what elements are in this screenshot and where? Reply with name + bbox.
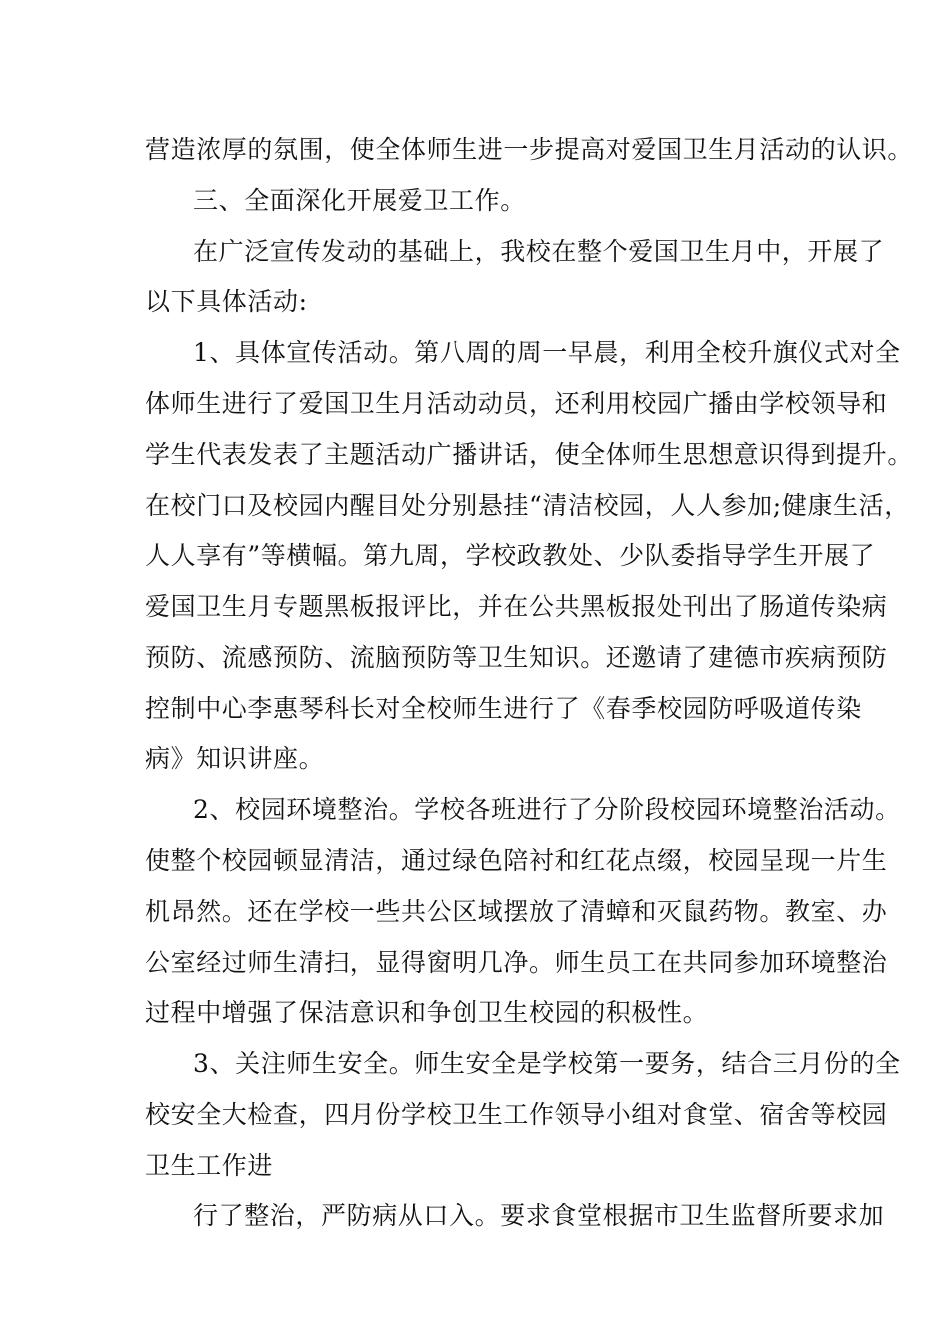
text-line: 使整个校园顿显清洁，通过绿色陪衬和红花点缀，校园呈现一片生 [145, 846, 888, 875]
text-line: 预防、流感预防、流脑预防等卫生知识。还邀请了建德市疾病预防 [145, 643, 888, 672]
text-line: 在广泛宣传发动的基础上，我校在整个爱国卫生月中，开展了 [193, 237, 885, 266]
text-line: 3、关注师生安全。师生安全是学校第一要务，结合三月份的全 [193, 1049, 901, 1078]
text-line: 校安全大检查，四月份学校卫生工作领导小组对食堂、宿舍等校园 [145, 1100, 888, 1129]
text-line: 行了整治，严防病从口入。要求食堂根据市卫生监督所要求加 [193, 1201, 885, 1230]
section-heading: 三、全面深化开展爱卫工作。 [193, 186, 526, 215]
text-line: 卫生工作进 [145, 1151, 274, 1180]
text-line: 体师生进行了爱国卫生月活动动员，还利用校园广播由学校领导和 [145, 389, 888, 418]
text-line: 过程中增强了保洁意识和争创卫生校园的积极性。 [145, 998, 709, 1027]
text-line: 1、具体宣传活动。第八周的周一早晨，利用全校升旗仪式对全 [193, 338, 901, 367]
text-line: 人人享有”等横幅。第九周，学校政教处、少队委指导学生开展了 [145, 541, 876, 570]
text-line: 营造浓厚的氛围，使全体师生进一步提高对爱国卫生月活动的认识。 [145, 135, 914, 164]
text-line: 学生代表发表了主题活动广播讲话，使全体师生思想意识得到提升。 [145, 440, 914, 469]
text-line: 控制中心李惠琴科长对全校师生进行了《春季校园防呼吸道传染 [145, 694, 862, 723]
text-line: 爱国卫生月专题黑板报评比，并在公共黑板报处刊出了肠道传染病 [145, 592, 888, 621]
text-line: 病》知识讲座。 [145, 744, 325, 773]
text-line: 公室经过师生清扫，显得窗明几净。师生员工在共同参加环境整治 [145, 948, 888, 977]
text-line: 以下具体活动: [145, 287, 308, 316]
text-line: 在校门口及校园内醒目处分别悬挂“清洁校园，人人参加;健康生活， [145, 491, 910, 520]
text-line: 机昂然。还在学校一些共公区域摆放了清蟑和灭鼠药物。教室、办 [145, 897, 888, 926]
text-line: 2、校园环境整治。学校各班进行了分阶段校园环境整治活动。 [193, 795, 901, 824]
